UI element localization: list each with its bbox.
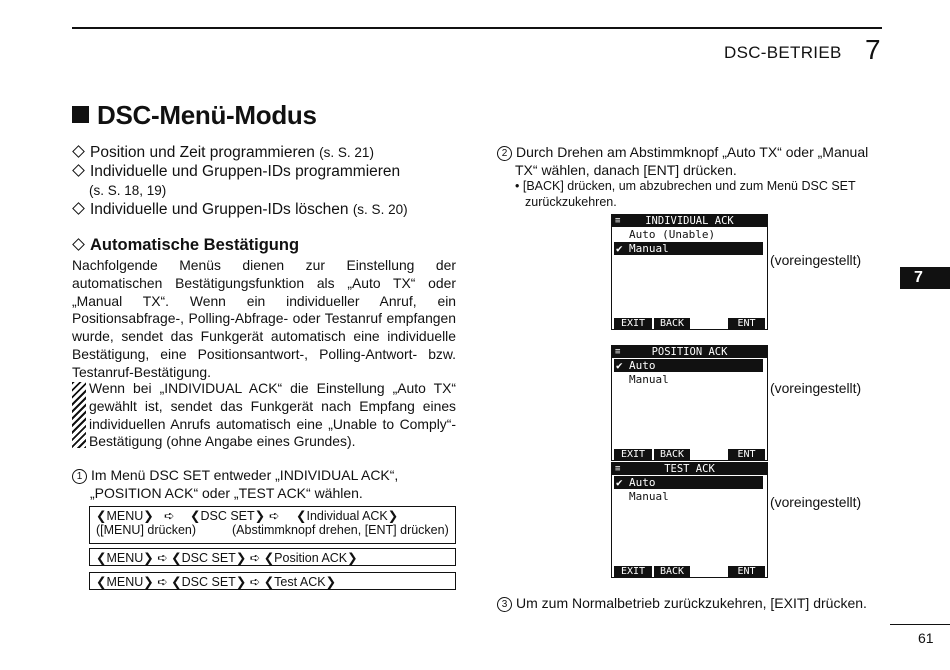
footer-rule [890,624,950,625]
arrow-right-icon: ➪ [164,509,175,523]
lcd-option-selected [614,242,763,255]
body-paragraph: Nachfolgende Menüs dienen zur Einstellung der automatischen Bestätigungsfunktion als „Auto TX“ oder „Manual TX“. Wenn ein individueller Anruf, ein Positionsabfrage-, Polling-Abfrage- oder Testanruf empfangen wurde, sendet das Funkgerät automatisch eine individuelle Bestätigung, eine Positionsantwort-, Polling-Antwort- bzw. Testanruf-Bestätigung. [72,257,456,380]
menu-path-box-test: ❮MENU❯ ➪ ❮DSC SET❯ ➪ ❮Test ACK❯ [89,572,456,590]
note-text: Wenn bei „INDIVIDUAL ACK“ die Einstellung „Auto TX“ gewählt ist, sendet das Funkgerät nach Empfang eines individuellen Anrufs automatisch eine „Unable to Comply“-Bestätigung (ohne Angabe eines Grundes). [89,380,456,450]
step-text: Im Menü DSC SET entweder „INDIVIDUAL ACK“, [91,467,399,483]
lcd-option-label: Auto [629,476,656,489]
lcd-title: INDIVIDUAL ACK [645,215,734,227]
diamond-bullet-icon [72,238,85,251]
default-label: (voreingestellt) [770,494,862,510]
lcd-screen-individual-ack [611,214,768,330]
lcd-option: Manual [629,490,669,503]
lcd-title-bar [612,463,767,475]
side-chapter-tab: 7 [900,267,950,289]
lcd-softkeys [612,449,767,460]
check-icon: ✔ [616,476,623,489]
back-softkey: BACK [654,318,690,329]
menu-path-step: ❮Individual ACK❯ [296,509,399,523]
menu-path-hint: (Abstimmknopf drehen, [ENT] drücken) [232,523,449,537]
step-1 [72,467,456,503]
list-item-text: Position und Zeit programmieren [90,144,315,161]
lcd-option: Manual [629,373,669,386]
page-number: 61 [918,630,934,646]
menu-path-box-position: ❮MENU❯ ➪ ❮DSC SET❯ ➪ ❮Position ACK❯ [89,548,456,566]
default-label: (voreingestellt) [770,380,862,396]
section-title [72,100,317,131]
step-text: „POSITION ACK“ oder „TEST ACK“ wählen. [90,484,363,501]
menu-path-step: ❮DSC SET❯ [190,509,266,523]
lcd-screen-position-ack [611,345,768,461]
step-number-icon: 2 [497,146,512,161]
lcd-softkeys [612,318,767,329]
lcd-title: TEST ACK [664,463,715,475]
step-text: Durch Drehen am Abstimmknopf „Auto TX“ oder „Manual [516,144,869,160]
subsection-heading-text: Automatische Bestätigung [90,236,300,254]
section-title-text: DSC-Menü-Modus [97,100,317,130]
step-number-icon: 3 [497,597,512,612]
step-2 [497,144,883,180]
menu-path-step: ❮MENU❯ [96,509,154,523]
page-reference: (s. S. 18, 19) [89,183,167,198]
check-icon: ✔ [616,359,623,372]
note-stripe-icon [72,382,86,448]
exit-softkey: EXIT [614,566,652,577]
lcd-option: Auto (Unable) [629,228,716,241]
step-text: TX“ wählen, danach [ENT] drücken. [515,161,737,178]
lcd-title-bar [612,346,767,358]
lcd-softkeys [612,566,767,577]
back-softkey: BACK [654,566,690,577]
menu-path-hint: ([MENU] drücken) [96,523,197,537]
lcd-title-bar [612,215,767,227]
back-softkey: BACK [654,449,690,460]
ent-softkey: ENT [728,449,765,460]
page-reference: (s. S. 21) [319,145,374,160]
step-3 [497,595,883,613]
note-block [72,380,456,450]
step-text: Um zum Normalbetrieb zurückzukehren, [EXIT] drücken. [516,595,867,611]
lcd-option-selected [614,476,763,489]
menu-icon: ≡ [615,216,621,226]
list-item [72,163,400,181]
menu-path-box-individual [89,506,456,544]
chapter-title: DSC-BETRIEB [724,43,842,62]
diamond-bullet-icon [72,164,85,177]
diamond-bullet-icon [72,145,85,158]
exit-softkey: EXIT [614,318,652,329]
lcd-screen-test-ack [611,462,768,578]
chapter-number: 7 [865,34,881,65]
header-rule [72,27,882,29]
lcd-option-selected [614,359,763,372]
page-reference: (s. S. 20) [352,202,408,217]
list-item [72,201,408,219]
bullet-text: • [BACK] drücken, um abzubrechen und zum Menü DSC SET [515,179,856,193]
lcd-title: POSITION ACK [651,346,728,358]
list-item-text: Individuelle und Gruppen-IDs programmieren [90,163,401,180]
ent-softkey: ENT [728,318,765,329]
default-label: (voreingestellt) [770,252,862,268]
check-icon: ✔ [616,242,623,255]
subsection-heading [72,236,299,255]
diamond-bullet-icon [72,202,85,215]
step-number-icon: 1 [72,469,87,484]
ent-softkey: ENT [728,566,765,577]
bullet-note [515,178,882,210]
menu-icon: ≡ [615,347,621,357]
list-item [72,144,374,162]
lcd-option-label: Auto [629,359,656,372]
square-bullet-icon [72,106,89,123]
exit-softkey: EXIT [614,449,652,460]
menu-icon: ≡ [615,464,621,474]
arrow-right-icon: ➪ [269,509,280,523]
lcd-option-label: Manual [629,242,669,255]
bullet-text: zurückzukehren. [525,195,617,209]
list-item-text: Individuelle und Gruppen-IDs löschen [90,201,349,218]
